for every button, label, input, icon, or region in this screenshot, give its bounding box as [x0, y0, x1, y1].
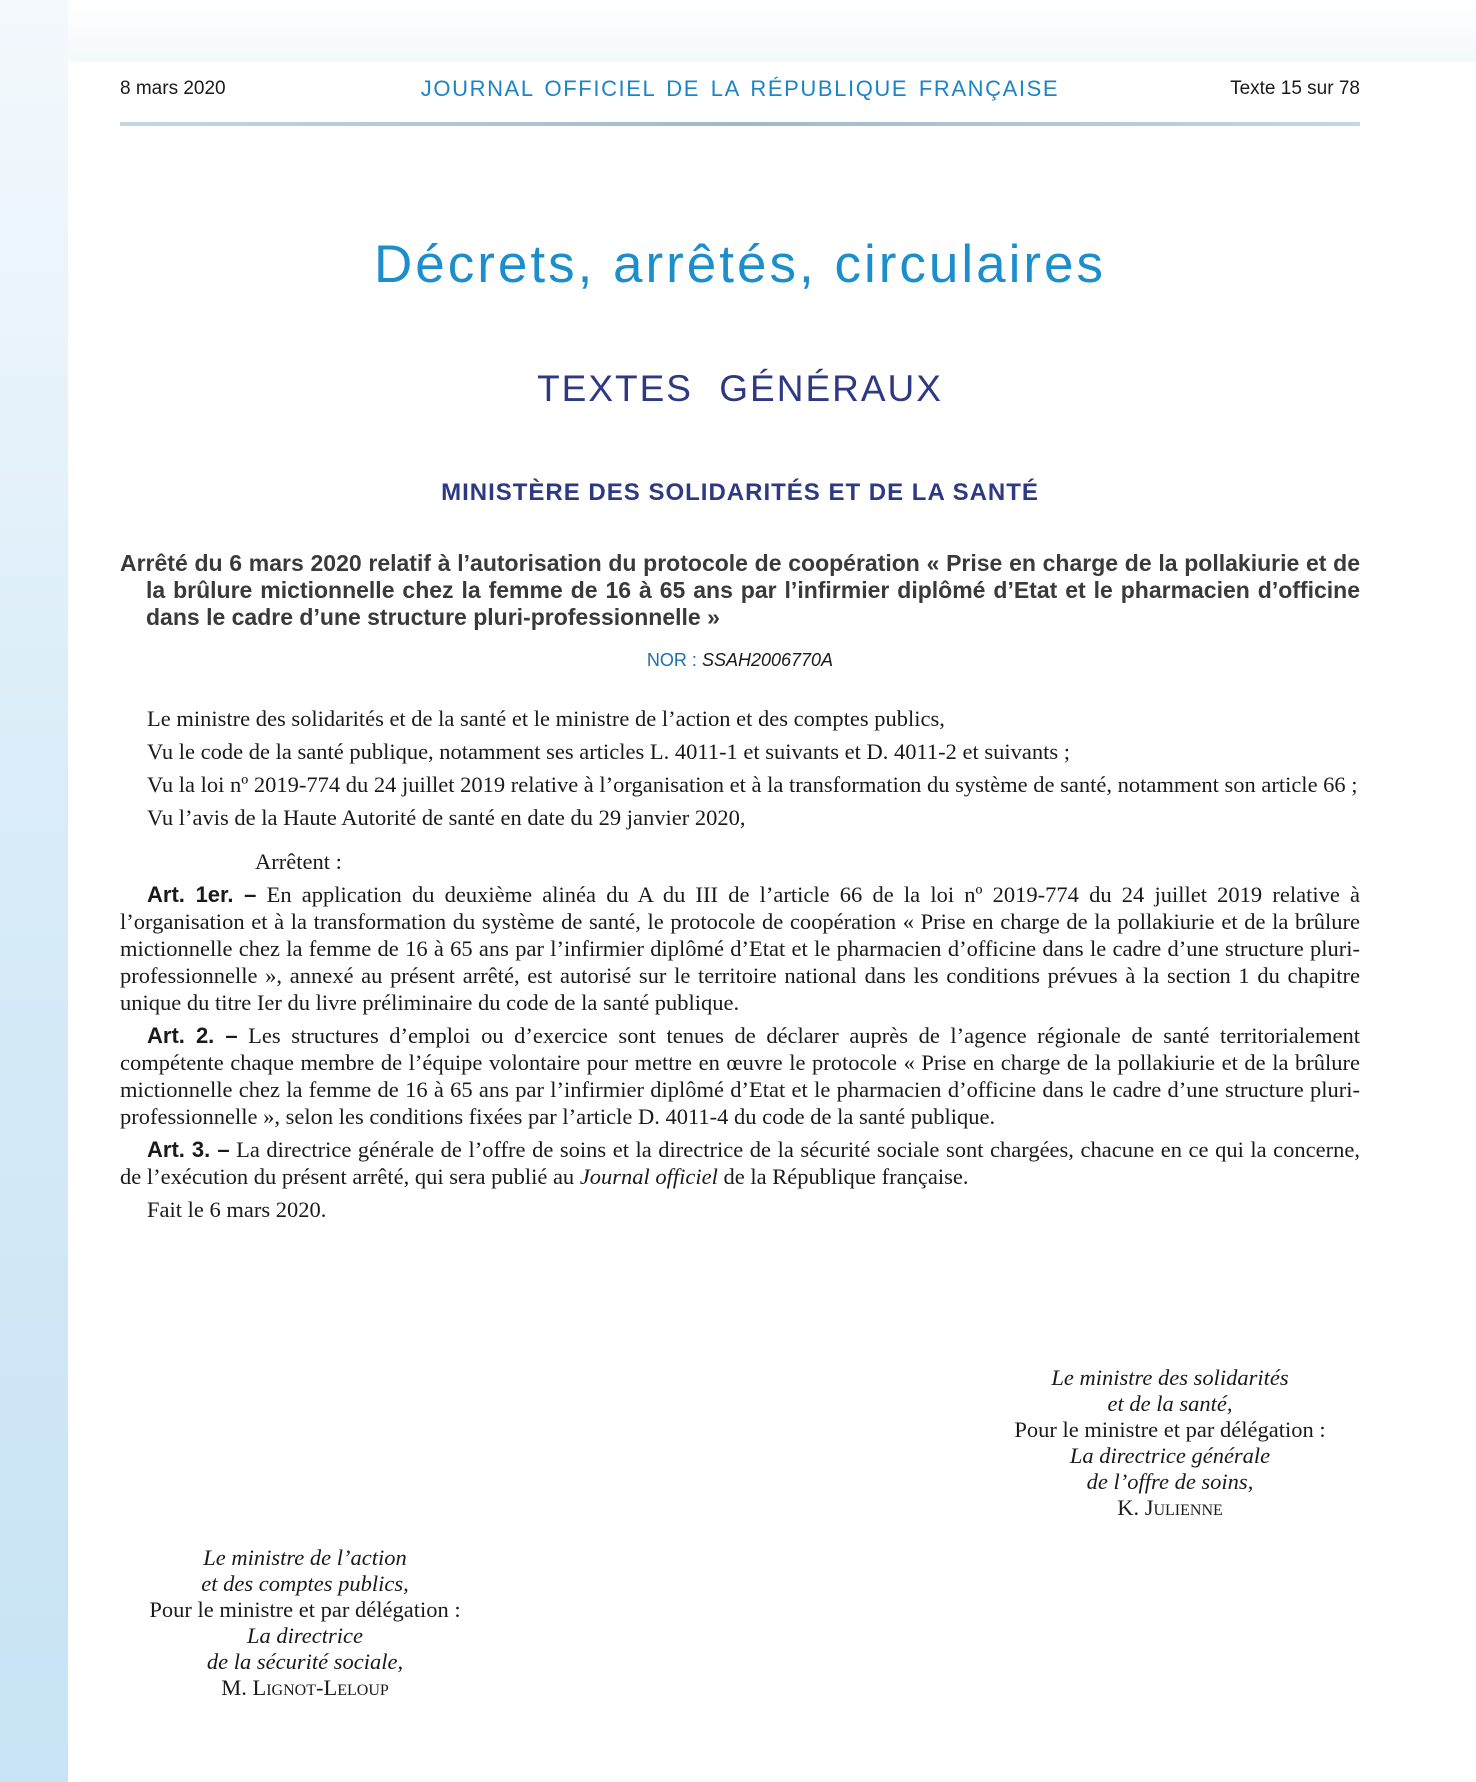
signature-line: La directrice [246, 1623, 363, 1648]
article-2-text: Les structures d’emploi ou d’exercice sont tenues de déclarer auprès de l’agence régionale de santé territorialement compétente chaque membre de l’équipe volontaire pour mettre en œuvre le protocole « Prise en charge de la pollakiurie et de la brûlure mictionnelle chez la femme de 16 à 65 ans par l’infirmier diplômé d’Etat et le pharmacien d’officine dans le cadre d’une structure pluri-professionnelle », selon les conditions fixées par l’article D. 4011-4 du code de la santé publique. [120, 1023, 1360, 1129]
nor-label: NOR : [646, 650, 697, 670]
fait-line: Fait le 6 mars 2020. [147, 1197, 327, 1222]
signatory-name: K. Julienne [1117, 1495, 1223, 1520]
signature-line: de la sécurité sociale, [206, 1649, 404, 1674]
signature-block-sante [975, 1365, 1365, 1521]
nor-reference [120, 650, 1360, 671]
signature-line: de l’offre de soins, [1086, 1469, 1254, 1494]
article-3-label: Art. 3. – [147, 1137, 230, 1162]
nor-value: SSAH2006770A [701, 650, 834, 670]
signature-line: et de la santé, [1107, 1391, 1233, 1416]
header-journal-name: JOURNAL OFFICIEL DE LA RÉPUBLIQUE FRANÇAISE [420, 76, 1060, 101]
document-body [120, 705, 1360, 1223]
preamble-line: Vu la loi nº 2019-774 du 24 juillet 2019 relative à l’organisation et à la transformation du système de santé, notamment son article 66 ; [147, 772, 1358, 797]
signature-line: et des comptes publics, [201, 1571, 409, 1596]
subsection-title: TEXTES GÉNÉRAUX [537, 368, 943, 409]
article-1 [120, 881, 1360, 1016]
side-margin-band [0, 0, 68, 1782]
journal-page [120, 0, 1360, 1782]
signature-line: Pour le ministre et par délégation : [1014, 1417, 1326, 1442]
page-header [120, 78, 1360, 108]
arrete-title: Arrêté du 6 mars 2020 relatif à l’autorisation du protocole de coopération « Prise en charge de la pollakiurie et de la brûlure mictionnelle chez la femme de 16 à 65 ans par l’infirmier diplômé d’Etat et le pharmacien d’officine dans le cadre d’une structure pluri-professionnelle » [120, 550, 1360, 630]
header-date: 8 mars 2020 [120, 78, 226, 99]
article-3-text: La directrice générale de l’offre de soins et la directrice de la sécurité sociale sont chargées, chacune en ce qui la concerne, de l’exécution du présent arrêté, qui sera publié au [120, 1137, 1360, 1189]
signatory-name: M. Lignot-Leloup [221, 1675, 389, 1700]
article-2-label: Art. 2. – [147, 1023, 238, 1048]
article-1-label: Art. 1er. – [147, 882, 257, 907]
section-title: Décrets, arrêtés, circulaires [373, 235, 1106, 294]
article-3-text-end: de la République française. [717, 1164, 969, 1189]
signature-line: Pour le ministre et par délégation : [149, 1597, 461, 1622]
header-rule [120, 122, 1360, 126]
signature-line: La directrice générale [1069, 1443, 1271, 1468]
journal-officiel-italic: Journal officiel [579, 1164, 718, 1189]
signature-line: Le ministre des solidarités [1051, 1365, 1289, 1390]
ministry-heading: MINISTÈRE DES SOLIDARITÉS ET DE LA SANTÉ [441, 479, 1039, 506]
article-1-text: En application du deuxième alinéa du A du III de l’article 66 de la loi nº 2019-774 du 24 juillet 2019 relative à l’organisation et à la transformation du système de santé, le protocole de coopération « Prise en charge de la pollakiurie et de la brûlure mictionnelle chez la femme de 16 à 65 ans par l’infirmier diplômé d’Etat et le pharmacien d’officine dans le cadre d’une structure pluri-professionnelle », annexé au présent arrêté, est autorisé sur le territoire national dans les conditions prévues à la section 1 du chapitre unique du titre Ier du livre préliminaire du code de la santé publique. [120, 882, 1361, 1015]
preamble-line: Vu l’avis de la Haute Autorité de santé en date du 29 janvier 2020, [147, 805, 746, 830]
header-text-number: Texte 15 sur 78 [1230, 78, 1360, 99]
article-3 [120, 1136, 1360, 1190]
preamble-line: Vu le code de la santé publique, notamment ses articles L. 4011-1 et suivants et D. 4011-2 et suivants ; [147, 739, 1071, 764]
article-2 [120, 1022, 1360, 1130]
signature-block-comptes-publics [110, 1545, 500, 1701]
preamble-line: Le ministre des solidarités et de la santé et le ministre de l’action et des comptes publics, [147, 706, 945, 731]
arretent-line: Arrêtent : [255, 849, 342, 874]
signature-line: Le ministre de l’action [203, 1545, 407, 1570]
